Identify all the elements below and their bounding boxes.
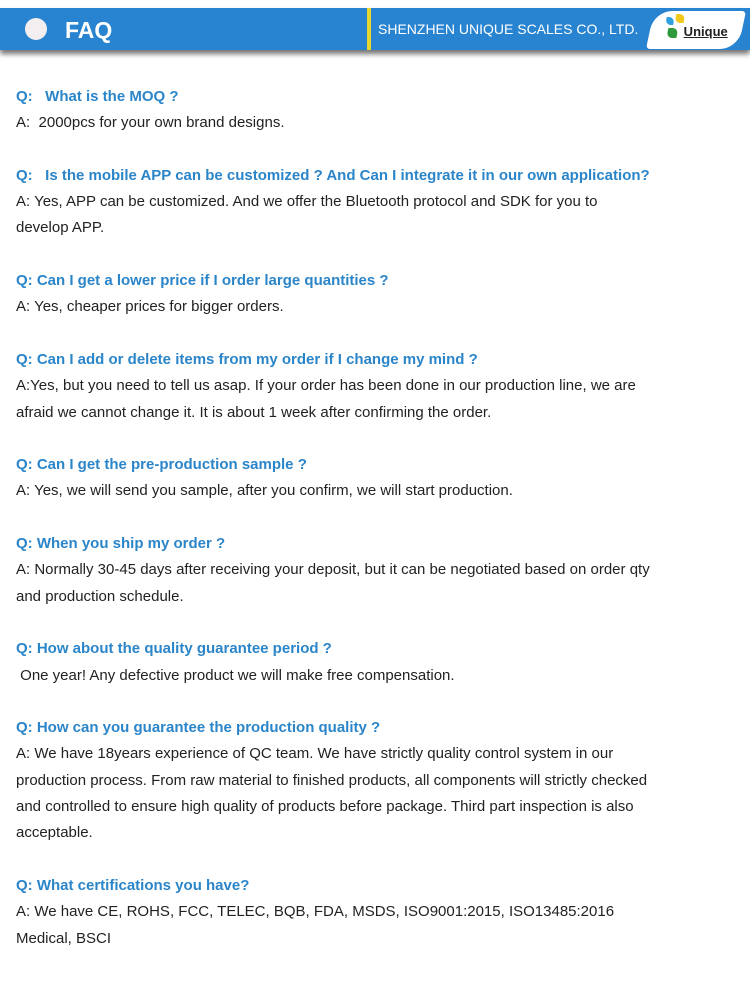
- logo-leaf-icon: [665, 17, 675, 25]
- faq-answer-line: One year! Any defective product we will make free compensation.: [16, 666, 455, 684]
- faq-item: [16, 137, 736, 242]
- faq-item: [16, 321, 736, 426]
- faq-answer-line: A: Yes, we will send you sample, after you confirm, we will start production.: [16, 482, 513, 500]
- page-title: FAQ: [65, 17, 113, 43]
- faq-answer-line: A: 2000pcs for your own brand designs.: [16, 114, 285, 132]
- faq-item: [16, 426, 736, 505]
- logo-leaf-icon: [666, 28, 678, 38]
- faq-question: Q: Can I get the pre-production sample ?: [16, 456, 307, 474]
- company-name: SHENZHEN UNIQUE SCALES CO., LTD.: [378, 21, 639, 37]
- faq-answer-line: A:Yes, but you need to tell us asap. If your order has been done in our production line, we are: [16, 377, 636, 395]
- faq-item: [16, 689, 736, 847]
- header-bar: [0, 8, 750, 50]
- faq-item: [16, 505, 736, 610]
- faq-answer-line: acceptable.: [16, 824, 93, 842]
- faq-answer-line: develop APP.: [16, 219, 105, 237]
- faq-item: [16, 242, 736, 321]
- faq-list: [16, 84, 736, 952]
- faq-question: Q: Can I get a lower price if I order large quantities ?: [16, 272, 389, 290]
- faq-question: Q: What certifications you have?: [16, 876, 250, 894]
- faq-answer-line: and controlled to ensure high quality of products before package. Third part inspection is also: [16, 798, 634, 816]
- faq-answer-line: A: Yes, cheaper prices for bigger orders.: [16, 298, 284, 316]
- circle-icon: [25, 18, 47, 40]
- faq-item: [16, 610, 736, 689]
- faq-question: Q: What is the MOQ ?: [16, 88, 179, 105]
- header-divider: [367, 8, 371, 50]
- faq-question: Q: Is the mobile APP can be customized ? And Can I integrate it in our own application?: [16, 166, 650, 184]
- company-logo: [646, 11, 746, 49]
- faq-item: [16, 84, 736, 137]
- logo-text: Unique: [683, 24, 728, 39]
- faq-question: Q: Can I add or delete items from my order if I change my mind ?: [16, 350, 478, 368]
- faq-item: [16, 847, 736, 952]
- faq-question: Q: When you ship my order ?: [16, 535, 226, 553]
- faq-question: Q: How about the quality guarantee period ?: [16, 640, 332, 658]
- faq-answer-line: production process. From raw material to finished products, all components will strictly checked: [16, 771, 648, 789]
- faq-answer-line: afraid we cannot change it. It is about 1 week after confirming the order.: [16, 403, 492, 421]
- faq-answer-line: A: We have 18years experience of QC team. We have strictly quality control system in our: [16, 745, 614, 763]
- faq-answer-line: A: Normally 30-45 days after receiving your deposit, but it can be negotiated based on order qty: [16, 561, 650, 579]
- faq-answer-line: Medical, BSCI: [16, 929, 112, 947]
- faq-answer-line: A: Yes, APP can be customized. And we offer the Bluetooth protocol and SDK for you to: [16, 193, 598, 211]
- logo-leaf-icon: [674, 14, 685, 23]
- faq-answer-line: A: We have CE, ROHS, FCC, TELEC, BQB, FDA, MSDS, ISO9001:2015, ISO13485:2016: [16, 903, 615, 921]
- faq-answer-line: and production schedule.: [16, 587, 184, 605]
- faq-question: Q: How can you guarantee the production quality ?: [16, 719, 381, 737]
